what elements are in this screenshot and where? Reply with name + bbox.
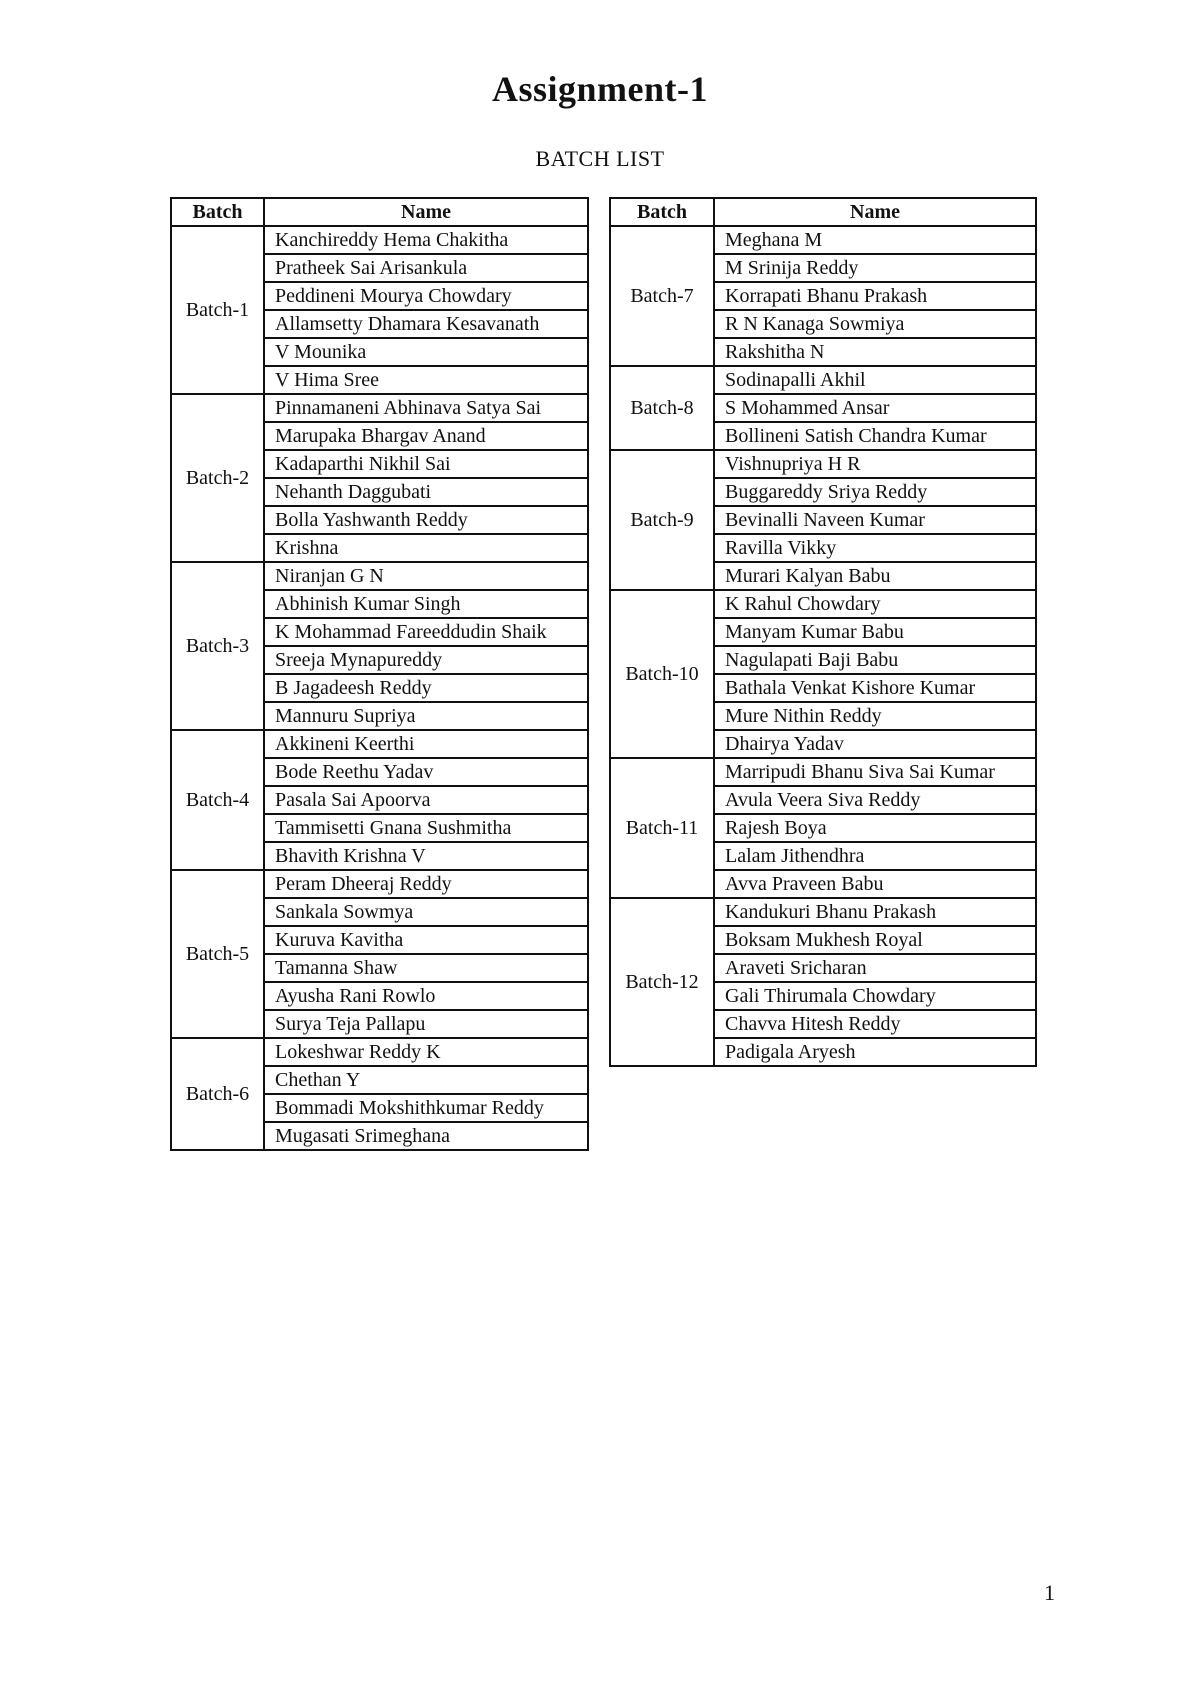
batch-label: Batch-7: [610, 226, 714, 366]
student-name: M Srinija Reddy: [714, 254, 1036, 282]
table-row: [610, 450, 1036, 478]
student-name: Chethan Y: [264, 1066, 588, 1094]
student-name: Mure Nithin Reddy: [714, 702, 1036, 730]
table-row: [610, 366, 1036, 394]
student-name: Bode Reethu Yadav: [264, 758, 588, 786]
student-name: Manyam Kumar Babu: [714, 618, 1036, 646]
student-name: Tamanna Shaw: [264, 954, 588, 982]
student-name: Pinnamaneni Abhinava Satya Sai: [264, 394, 588, 422]
batch-column-header: Batch: [171, 198, 264, 226]
student-name: Korrapati Bhanu Prakash: [714, 282, 1036, 310]
table-row: [171, 1038, 588, 1066]
student-name: Surya Teja Pallapu: [264, 1010, 588, 1038]
table-row: [610, 758, 1036, 786]
student-name: Lokeshwar Reddy K: [264, 1038, 588, 1066]
student-name: Allamsetty Dhamara Kesavanath: [264, 310, 588, 338]
student-name: Vishnupriya H R: [714, 450, 1036, 478]
table-header-row: [171, 198, 588, 226]
student-name: Lalam Jithendhra: [714, 842, 1036, 870]
student-name: Murari Kalyan Babu: [714, 562, 1036, 590]
student-name: Meghana M: [714, 226, 1036, 254]
batch-label: Batch-1: [171, 226, 264, 394]
table-body: [171, 226, 588, 1150]
page-title: Assignment-1: [491, 69, 708, 109]
student-name: Mugasati Srimeghana: [264, 1122, 588, 1150]
student-name: K Rahul Chowdary: [714, 590, 1036, 618]
student-name: Bevinalli Naveen Kumar: [714, 506, 1036, 534]
batch-label: Batch-3: [171, 562, 264, 730]
table-row: [171, 226, 588, 254]
page-subtitle: BATCH LIST: [535, 146, 665, 171]
student-name: V Mounika: [264, 338, 588, 366]
student-name: B Jagadeesh Reddy: [264, 674, 588, 702]
student-name: Pasala Sai Apoorva: [264, 786, 588, 814]
student-name: Rakshitha N: [714, 338, 1036, 366]
batch-label: Batch-10: [610, 590, 714, 758]
table-row: [171, 394, 588, 422]
student-name: Bolla Yashwanth Reddy: [264, 506, 588, 534]
batch-label: Batch-4: [171, 730, 264, 870]
student-name: Tammisetti Gnana Sushmitha: [264, 814, 588, 842]
student-name: Gali Thirumala Chowdary: [714, 982, 1036, 1010]
table-row: [171, 562, 588, 590]
table-row: [171, 870, 588, 898]
student-name: Dhairya Yadav: [714, 730, 1036, 758]
student-name: Padigala Aryesh: [714, 1038, 1036, 1066]
student-name: Nagulapati Baji Babu: [714, 646, 1036, 674]
student-name: Krishna: [264, 534, 588, 562]
student-name: R N Kanaga Sowmiya: [714, 310, 1036, 338]
batch-label: Batch-8: [610, 366, 714, 450]
table-row: [610, 590, 1036, 618]
batch-label: Batch-9: [610, 450, 714, 590]
student-name: Akkineni Keerthi: [264, 730, 588, 758]
student-name: Sreeja Mynapureddy: [264, 646, 588, 674]
student-name: V Hima Sree: [264, 366, 588, 394]
student-name: Nehanth Daggubati: [264, 478, 588, 506]
student-name: Marripudi Bhanu Siva Sai Kumar: [714, 758, 1036, 786]
student-name: Sankala Sowmya: [264, 898, 588, 926]
student-name: S Mohammed Ansar: [714, 394, 1036, 422]
student-name: Kandukuri Bhanu Prakash: [714, 898, 1036, 926]
student-name: Peddineni Mourya Chowdary: [264, 282, 588, 310]
batch-label: Batch-11: [610, 758, 714, 898]
name-column-header: Name: [264, 198, 588, 226]
student-name: Buggareddy Sriya Reddy: [714, 478, 1036, 506]
table-row: [610, 226, 1036, 254]
student-name: Niranjan G N: [264, 562, 588, 590]
student-name: K Mohammad Fareeddudin Shaik: [264, 618, 588, 646]
student-name: Rajesh Boya: [714, 814, 1036, 842]
student-name: Kanchireddy Hema Chakitha: [264, 226, 588, 254]
batch-column-header: Batch: [610, 198, 714, 226]
student-name: Mannuru Supriya: [264, 702, 588, 730]
student-name: Pratheek Sai Arisankula: [264, 254, 588, 282]
student-name: Sodinapalli Akhil: [714, 366, 1036, 394]
student-name: Avva Praveen Babu: [714, 870, 1036, 898]
student-name: Avula Veera Siva Reddy: [714, 786, 1036, 814]
student-name: Bollineni Satish Chandra Kumar: [714, 422, 1036, 450]
batch-table-right: [609, 197, 1037, 1067]
table-header-row: [610, 198, 1036, 226]
student-name: Chavva Hitesh Reddy: [714, 1010, 1036, 1038]
student-name: Kuruva Kavitha: [264, 926, 588, 954]
batch-label: Batch-5: [171, 870, 264, 1038]
page-number: 1: [1044, 1580, 1055, 1605]
student-name: Peram Dheeraj Reddy: [264, 870, 588, 898]
batch-label: Batch-6: [171, 1038, 264, 1150]
student-name: Bhavith Krishna V: [264, 842, 588, 870]
student-name: Abhinish Kumar Singh: [264, 590, 588, 618]
student-name: Ayusha Rani Rowlo: [264, 982, 588, 1010]
student-name: Boksam Mukhesh Royal: [714, 926, 1036, 954]
student-name: Marupaka Bhargav Anand: [264, 422, 588, 450]
batch-table-left: [170, 197, 589, 1151]
batch-label: Batch-2: [171, 394, 264, 562]
table-body: [610, 226, 1036, 1066]
table-row: [171, 730, 588, 758]
student-name: Ravilla Vikky: [714, 534, 1036, 562]
student-name: Bommadi Mokshithkumar Reddy: [264, 1094, 588, 1122]
student-name: Bathala Venkat Kishore Kumar: [714, 674, 1036, 702]
batch-label: Batch-12: [610, 898, 714, 1066]
student-name: Araveti Sricharan: [714, 954, 1036, 982]
table-row: [610, 898, 1036, 926]
student-name: Kadaparthi Nikhil Sai: [264, 450, 588, 478]
name-column-header: Name: [714, 198, 1036, 226]
